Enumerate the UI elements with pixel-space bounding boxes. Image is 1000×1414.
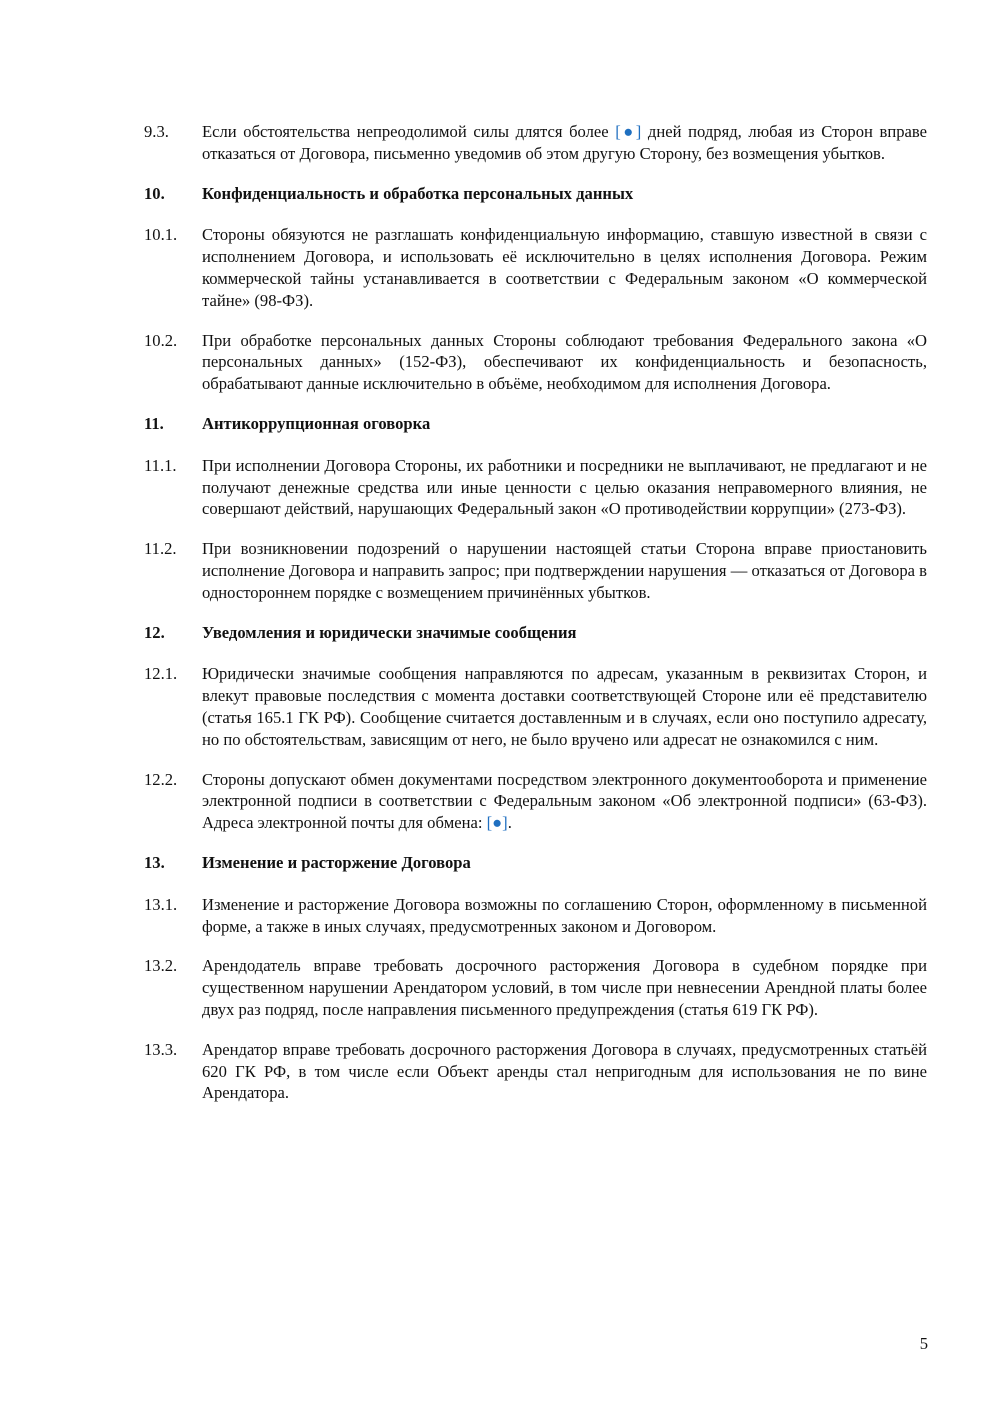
placeholder-field: [●] [615, 122, 642, 141]
clause-13-1 [144, 894, 927, 938]
section-title: Конфиденциальность и обработка персональных данных [202, 183, 634, 203]
section-title: Изменение и расторжение Договора [202, 852, 471, 872]
section-number: 13. [144, 852, 165, 872]
clause-number: 11.2. [144, 539, 177, 559]
clause-text: Арендодатель вправе требовать досрочного расторжения Договора в судебном порядке при существенном нарушении Арендатором условий, в том числе при невнесении Арендной платы более двух раз подряд, после направления письменного предупреждения (статья 619 ГК РФ). [202, 956, 927, 1019]
clause-10-2 [144, 330, 927, 395]
clause-number: 13.3. [144, 1039, 178, 1059]
page-number: 5 [919, 1334, 928, 1353]
clause-text: При возникновении подозрений о нарушении настоящей статьи Сторона вправе приостановить исполнение Договора и направить запрос; при подтверждении нарушения — отказаться от Договора в одностороннем порядке с возмещением причинённых убытков. [202, 539, 927, 602]
clause-text: При исполнении Договора Стороны, их работники и посредники не выплачивают, не предлагают и не получают денежные средства или иные ценности с целью оказания неправомерного влияния, не совершают действий, нарушающих Федеральный закон «О противодействии коррупции» (273-ФЗ). [202, 455, 927, 519]
clause-13-3 [144, 1039, 927, 1104]
clause-text [202, 121, 927, 165]
section-heading-12 [144, 622, 927, 644]
clause-number: 13.1. [144, 894, 178, 914]
clause-10-1 [144, 224, 927, 311]
clause-12-2 [144, 769, 927, 834]
section-title: Уведомления и юридически значимые сообщения [202, 622, 577, 642]
document-body [144, 121, 927, 1122]
clause-text-part: Стороны допускают обмен документами посредством электронного документооборота и применение электронной подписи в соответствии с Федеральным законом «Об электронной подписи» (63-ФЗ). Адреса электронной почты для обмена: [202, 769, 927, 833]
section-heading-10 [144, 183, 927, 205]
clause-text [202, 769, 927, 834]
section-number: 11. [144, 413, 164, 433]
clause-text-part: Если обстоятельства непреодолимой силы длятся более [202, 122, 616, 141]
clause-number: 9.3. [144, 122, 169, 141]
clause-13-2 [144, 955, 927, 1020]
clause-text: Арендатор вправе требовать досрочного расторжения Договора в случаях, предусмотренных статьёй 620 ГК РФ, в том числе если Объект аренды стал непригодным для использования не по вине Арендатора. [202, 1039, 927, 1103]
section-heading-13 [144, 852, 927, 874]
clause-text-part: . [507, 813, 512, 833]
clause-number: 10.2. [144, 330, 178, 350]
section-title: Антикоррупционная оговорка [202, 413, 431, 433]
placeholder-field: [●] [486, 813, 508, 833]
clause-number: 12.1. [144, 664, 178, 684]
clause-9-3 [144, 121, 927, 165]
section-number: 12. [144, 622, 165, 642]
clause-text: Юридически значимые сообщения направляются по адресам, указанным в реквизитах Сторон, и влекут правовые последствия с момента доставки соответствующей Стороне или её представителю (статья 165.1 ГК РФ). Сообщение считается доставленным и в случаях, если оно поступило адресату, но по обстоятельствам, зависящим от него, не было вручено или адресат не ознакомился с ним. [202, 664, 927, 749]
clause-number: 12.2. [144, 769, 178, 789]
clause-12-1 [144, 663, 927, 750]
clause-text: Стороны обязуются не разглашать конфиденциальную информацию, ставшую известной в связи с исполнением Договора, и использовать её исключительно в целях исполнения Договора. Режим коммерческой тайны устанавливается в соответствии с Федеральным законом «О коммерческой тайне» (98-ФЗ). [202, 225, 927, 310]
clause-number: 13.2. [144, 956, 178, 976]
clause-text: При обработке персональных данных Стороны соблюдают требования Федерального закона «О персональных данных» (152-ФЗ), обеспечивают их конфиденциальность и безопасность, обрабатывают данные исключительно в объёме, необходимом для исполнения Договора. [202, 330, 927, 394]
clause-11-2 [144, 538, 927, 603]
clause-text: Изменение и расторжение Договора возможны по соглашению Сторон, оформленному в письменной форме, а также в иных случаях, предусмотренных законом и Договором. [202, 894, 927, 936]
clause-number: 11.1. [144, 455, 177, 475]
section-number: 10. [144, 183, 165, 203]
clause-number: 10.1. [144, 225, 178, 245]
section-heading-11 [144, 413, 927, 435]
clause-text-part: дней подряд, любая из Сторон вправе отказаться от Договора, письменно уведомив об этом другую Сторону, без возмещения убытков. [202, 122, 927, 163]
clause-11-1 [144, 455, 927, 520]
